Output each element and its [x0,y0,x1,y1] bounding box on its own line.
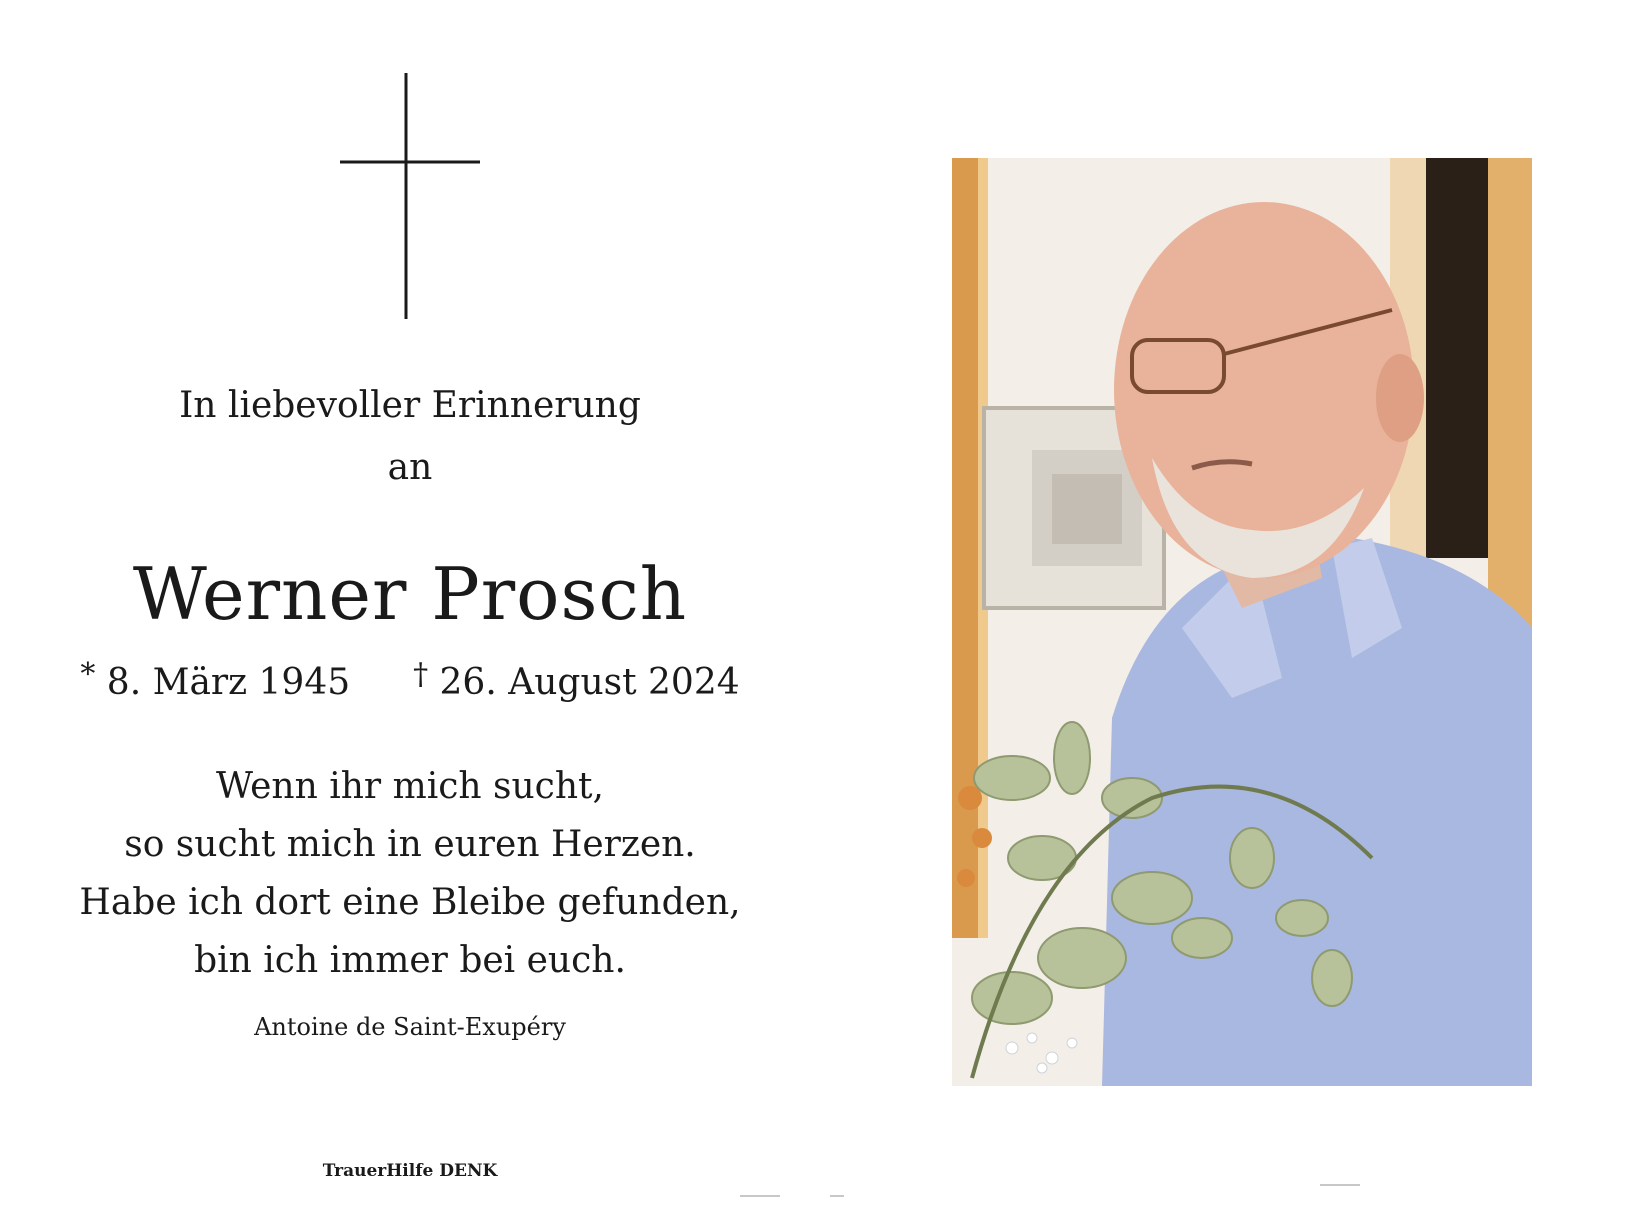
dedication-line-1: In liebevoller Erinnerung [179,385,641,426]
scan-mark [740,1195,780,1197]
poem-line: bin ich immer bei euch. [194,940,626,981]
funeral-home-imprint: TrauerHilfe DENK [322,1161,498,1181]
text-panel [0,0,820,1217]
poem-line: so sucht mich in euren Herzen. [124,824,696,865]
death-symbol: † [413,657,429,692]
birth-symbol: * [80,657,96,692]
birth-date: 8. März 1945 [106,662,351,703]
scan-mark [830,1195,844,1197]
poem-line: Wenn ihr mich sucht, [216,766,604,807]
scan-mark [1320,1184,1360,1186]
death-date: 26. August 2024 [439,662,740,703]
poem-author: Antoine de Saint-Exupéry [254,1013,566,1041]
portrait-photo [952,158,1532,1086]
deceased-name: Werner Prosch [132,552,688,636]
poem-line: Habe ich dort eine Bleibe gefunden, [79,882,741,923]
dedication-line-2: an [387,447,433,488]
life-dates [0,652,820,706]
poem [0,758,820,990]
portrait-illustration [952,158,1532,1086]
cross-icon [340,73,480,319]
